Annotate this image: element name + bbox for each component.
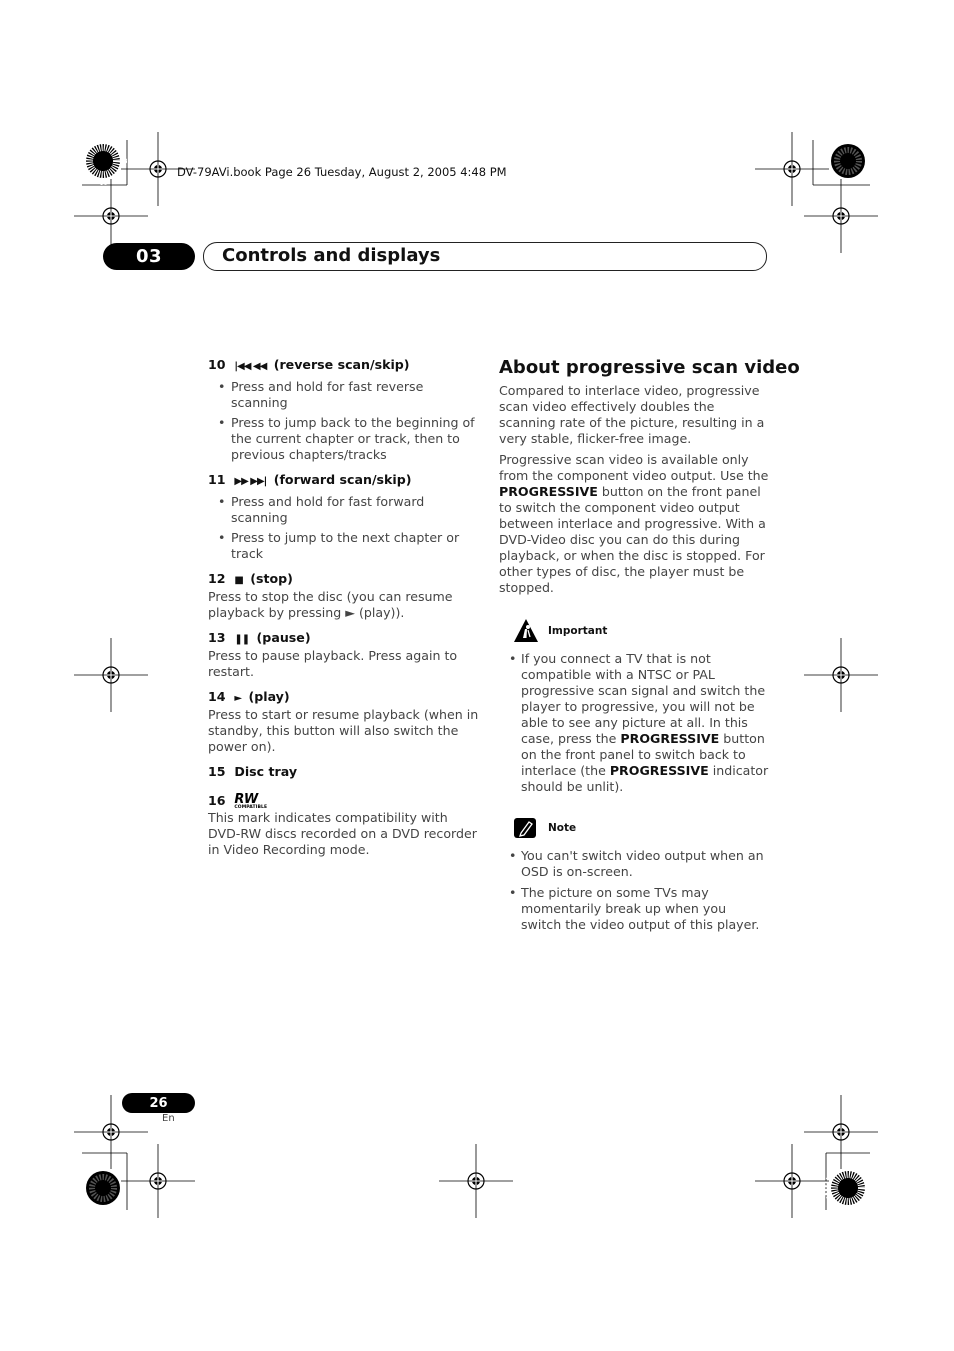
chapter-number-badge: 03 [103, 243, 195, 270]
crosshair-icon [74, 179, 148, 253]
crosshair-icon [439, 1144, 513, 1218]
list-item: • The picture on some TVs may momentarily break up when you switch the video output of this player. [499, 885, 769, 933]
item-heading: 13 ❚❚ (pause) [208, 630, 311, 645]
important-list [499, 651, 769, 795]
star-target-bottom-right [831, 1171, 865, 1205]
star-target-top-right [831, 144, 865, 178]
list-item: • Press and hold for fast reverse scanning [208, 379, 480, 411]
file-info-line: DV-79AVi.book Page 26 Tuesday, August 2, 2005 4:48 PM [177, 165, 507, 179]
reverse-skip-icon: |◀◀ ◀◀ [234, 361, 267, 372]
item-heading: 16 RW COMPATIBLE [208, 792, 268, 810]
pause-icon: ❚❚ [234, 634, 250, 645]
list-item: • Press to jump to the next chapter or track [208, 530, 480, 562]
crosshair-icon [804, 1095, 878, 1169]
note-label: Note [548, 822, 577, 834]
item-heading: 14 ► (play) [208, 689, 290, 704]
star-target-top-left [86, 144, 120, 178]
paragraph: Compared to interlace video, progressive scan video effectively doubles the scanning rate of the picture, resulting in a very stable, flicker-free image. [499, 383, 765, 446]
list-item: • You can't switch video output when an OSD is on-screen. [499, 848, 769, 880]
important-callout [499, 618, 769, 644]
list-item: • Press and hold for fast forward scanning [208, 494, 480, 526]
paragraph: Progressive scan video is available only from the component video output. Use the PROGRESSIVE button on the front panel to switch the component video output between interlace and progressive. With a DVD-Video disc you can do this during playback, or when the disc is stopped. For other types of disc, the player must be stopped. [499, 452, 769, 595]
important-label: Important [548, 625, 608, 637]
crosshair-icon [755, 1144, 829, 1218]
item-description: Press to pause playback. Press again to restart. [208, 648, 458, 679]
item-description: This mark indicates compatibility with DVD-RW discs recorded on a DVD recorder in Video Recording mode. [208, 810, 477, 857]
item-heading: 11 ▶▶ ▶▶| (forward scan/skip) [208, 472, 412, 487]
note-pencil-icon [513, 815, 539, 841]
page-language: En [162, 1113, 175, 1124]
forward-skip-icon: ▶▶ ▶▶| [234, 476, 267, 487]
section-title: About progressive scan video [499, 357, 800, 378]
bullet-list [208, 494, 480, 562]
item-description: Press to start or resume playback (when in standby, this button will also switch the power on). [208, 707, 479, 754]
item-heading: 15 Disc tray [208, 764, 298, 779]
crosshair-icon [804, 179, 878, 253]
warning-icon [513, 618, 539, 644]
rw-compatible-logo: RW COMPATIBLE [234, 792, 268, 810]
note-list [499, 848, 769, 933]
crosshair-icon [74, 638, 148, 712]
item-heading: 10 |◀◀ ◀◀ (reverse scan/skip) [208, 357, 410, 372]
star-target-bottom-left [86, 1171, 120, 1205]
right-column [499, 357, 800, 933]
item-heading: 12 ■ (stop) [208, 571, 293, 586]
chapter-title-bar [203, 242, 767, 271]
chapter-title: Controls and displays [222, 245, 441, 266]
crosshair-icon [804, 638, 878, 712]
left-column [208, 357, 480, 858]
stop-icon: ■ [234, 575, 243, 586]
item-description: Press to stop the disc (you can resume playback by pressing ► (play)). [208, 589, 453, 620]
page-number-badge: 26 [122, 1093, 195, 1113]
list-item: • If you connect a TV that is not compatible with a NTSC or PAL progressive scan signal and switch the player to progressive, you will not be able to see any picture at all. In this case, press the PROGRESSIVE button on the front panel to switch back to interlace (the PROGRESSIVE indicator should be unlit). [499, 651, 769, 795]
bullet-list [208, 379, 480, 463]
crosshair-icon [121, 1144, 195, 1218]
list-item: • Press to jump back to the beginning of the current chapter or track, then to previous chapters/tracks [208, 415, 480, 463]
crosshair-icon [755, 132, 829, 206]
play-icon: ► [234, 693, 242, 704]
note-callout [499, 815, 769, 841]
